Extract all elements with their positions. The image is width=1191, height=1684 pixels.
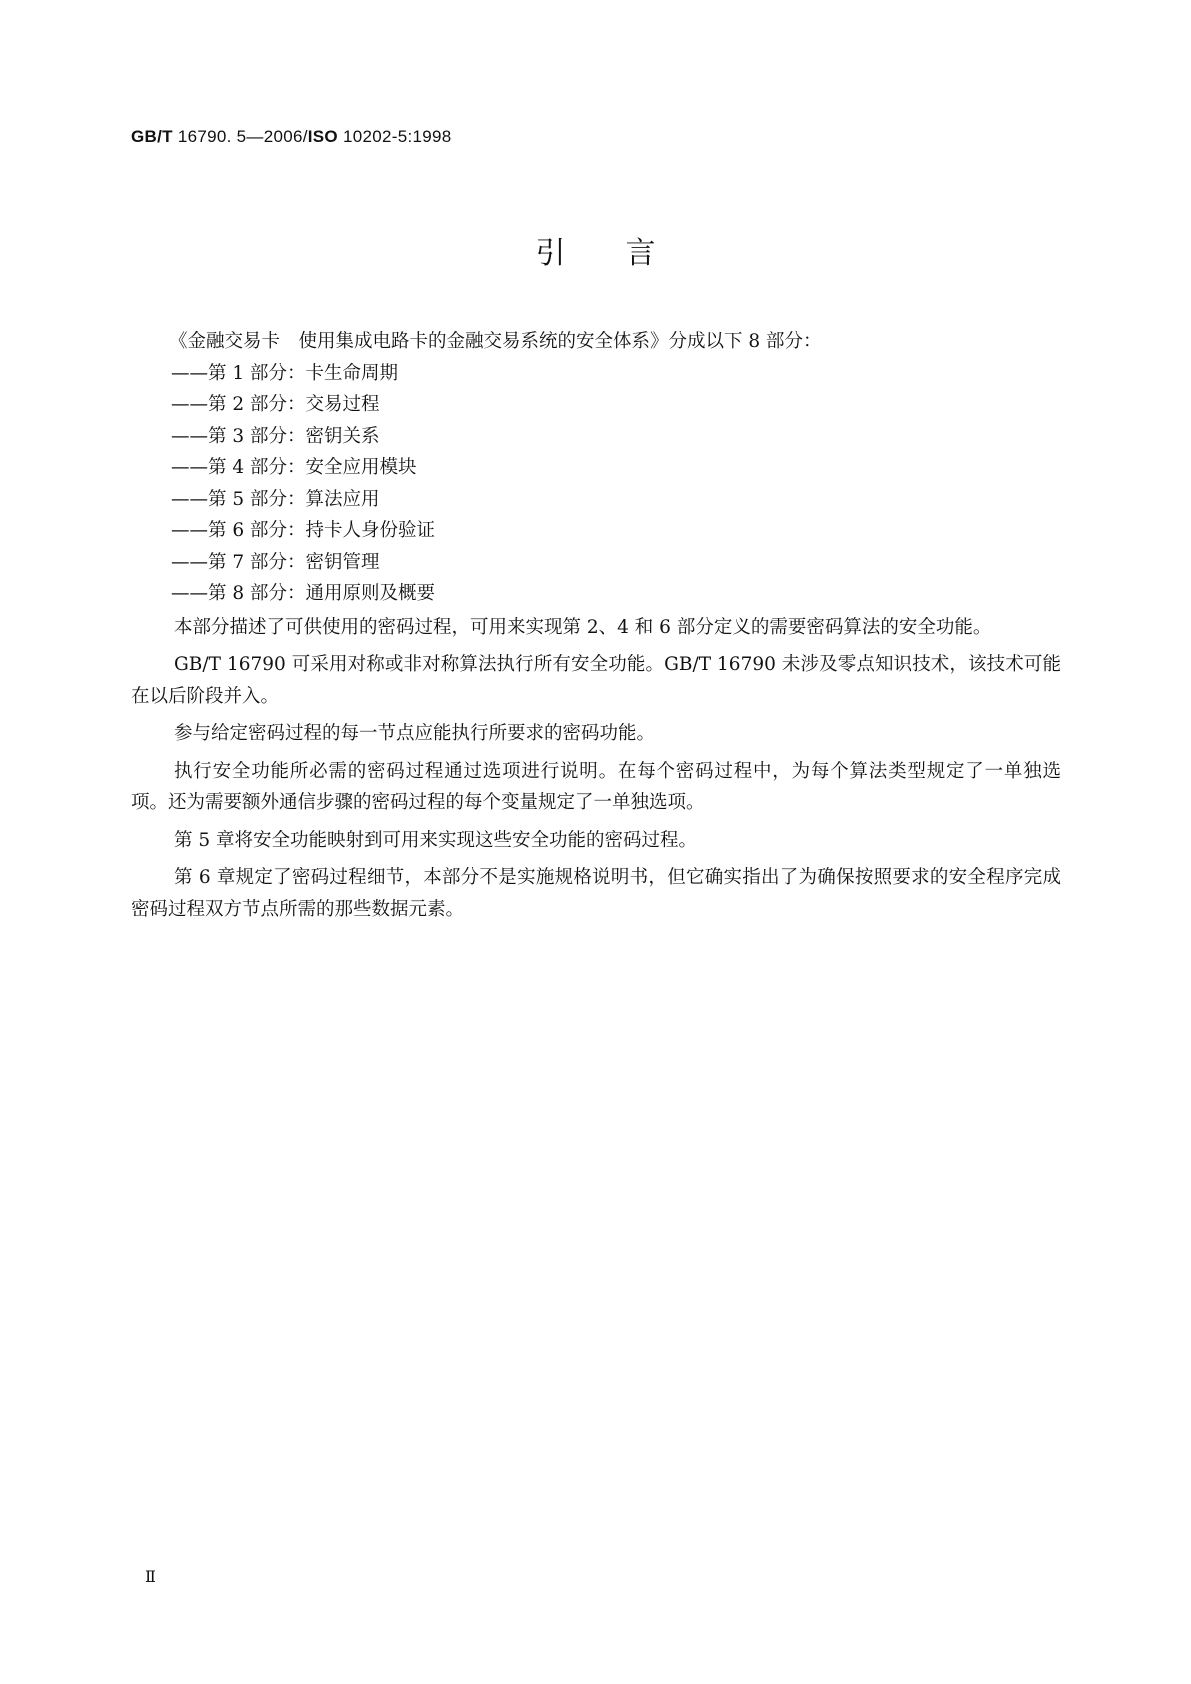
intro-line: 《金融交易卡 使用集成电路卡的金融交易系统的安全体系》分成以下 8 部分： — [169, 331, 822, 352]
standard-header — [131, 127, 452, 147]
standard-code-number: 16790. 5—2006/ — [172, 127, 308, 146]
list-item-part-1: ——第 1 部分：卡生命周期 — [171, 362, 399, 384]
document-body — [131, 326, 1061, 931]
paragraph-chapter-6: 第 6 章规定了密码过程细节，本部分不是实施规格说明书，但它确实指出了为确保按照要求的安全程序完成密码过程双方节点所需的那些数据元素。 — [131, 867, 1061, 920]
paragraph-nodes: 参与给定密码过程的每一节点应能执行所要求的密码功能。 — [174, 723, 656, 744]
list-item-part-2: ——第 2 部分：交易过程 — [171, 394, 380, 415]
list-item-part-4: ——第 4 部分：安全应用模块 — [171, 457, 417, 478]
standard-code-bold-iso: ISO — [307, 127, 338, 146]
list-item-part-3: ——第 3 部分：密钥关系 — [171, 425, 380, 447]
paragraph-options: 执行安全功能所必需的密码过程通过选项进行说明。在每个密码过程中，为每个算法类型规定了一单独选项。还为需要额外通信步骤的密码过程的每个变量规定了一单独选项。 — [131, 760, 1061, 813]
parts-list — [131, 358, 1061, 610]
list-item-part-5: ——第 5 部分：算法应用 — [171, 488, 380, 510]
standard-code-bold-gbt: GB/T — [131, 127, 173, 146]
paragraph-chapter-5: 第 5 章将安全功能映射到可用来实现这些安全功能的密码过程。 — [174, 829, 698, 851]
standard-code-iso-number: 10202-5:1998 — [337, 127, 452, 146]
list-item-part-7: ——第 7 部分：密钥管理 — [171, 551, 380, 573]
paragraph-scope: 本部分描述了可供使用的密码过程，可用来实现第 2、4 和 6 部分定义的需要密码算法的安全功能。 — [174, 616, 992, 638]
list-item-part-6: ——第 6 部分：持卡人身份验证 — [171, 520, 436, 541]
page-title: 引言 — [535, 236, 716, 271]
page-number: Ⅱ — [145, 1567, 156, 1586]
list-item-part-8: ——第 8 部分：通用原则及概要 — [171, 583, 436, 604]
paragraph-algorithms: GB/T 16790 可采用对称或非对称算法执行所有安全功能。GB/T 16790 未涉及零点知识技术，该技术可能在以后阶段并入。 — [131, 654, 1061, 707]
